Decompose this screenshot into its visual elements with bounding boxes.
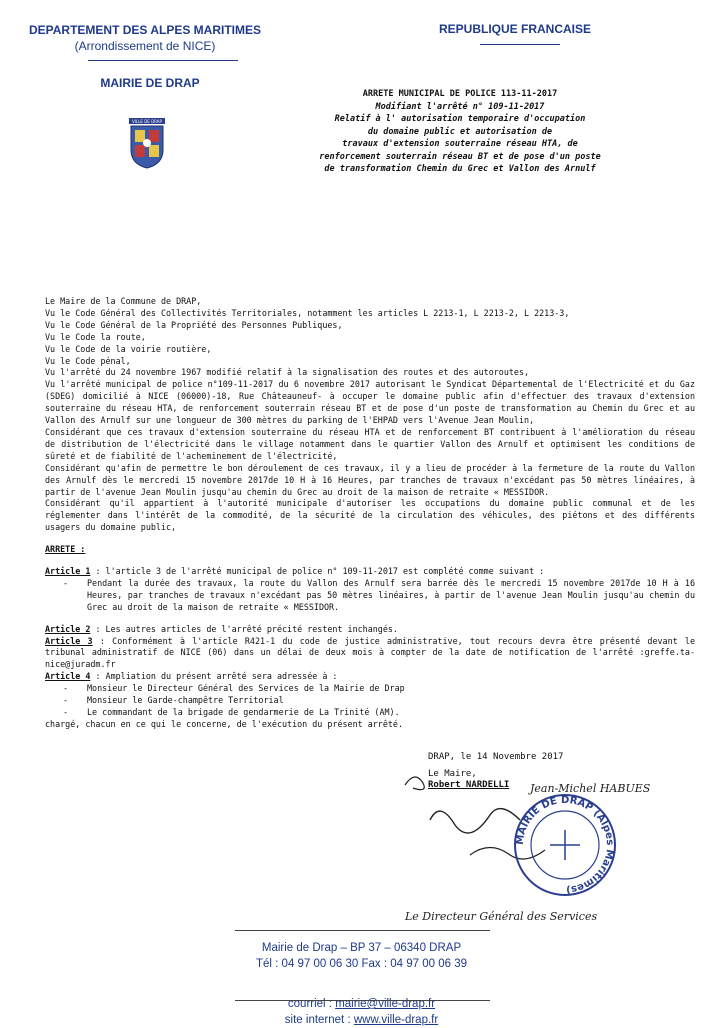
department-header [20,22,270,54]
header-rule-left [88,60,238,61]
paragraph: Vu le Code de la voirie routière, [45,343,212,354]
handwritten-name: Jean-Michel HABUES [530,782,651,795]
footer [0,940,723,1028]
article-2 [45,624,695,636]
article-text: : Conformément à l'article R421-1 du code de justice administrative, tout recours devra être présenté devant le tribunal administratif de NICE (06) dans un délai de deux mois à compter de la date de notification de l'arrêté :greffe.ta-nice@juradm.fr [45,635,696,670]
arrete-subject: de transformation Chemin du Grec et Vallon des Arnulf [324,164,596,174]
article-text: : l'article 3 de l'arrêté municipal de police n° 109-11-2017 est complété comme suivant : [95,566,545,577]
handwritten-title: Le Directeur Général des Services [405,910,598,923]
arrete-section [45,544,695,556]
footer-rule-top [235,930,490,931]
place-date: DRAP, le 14 Novembre 2017 [428,752,564,762]
header-rule-right [480,44,560,45]
signer-role: Le Maire, [428,769,477,779]
arrete-label: ARRETE : [45,544,86,555]
recipient-item: - Monsieur le Garde-champêtre Territorial [45,695,695,707]
arrete-subject: Relatif à l' autorisation temporaire d'occupation [334,114,586,124]
footer-site-line [0,1012,723,1028]
paragraph: Vu le Code Général de la Propriété des Personnes Publiques, [45,319,343,330]
republic-header: REPUBLIQUE FRANCAISE [438,22,591,36]
arrondissement: (Arrondissement de NICE) [74,39,216,53]
article-label: Article 1 [45,566,91,577]
town-crest-icon [127,118,167,170]
article-1-item: - Pendant la durée des travaux, la route du Vallon des Arnulf sera barrée dès le mercredi 15 novembre 2017de 10 H à 16 Heures, par tranches de travaux n'excédant pas 50 mètres linéaires, à partir de l'avenue Jean Moulin jusqu'au chemin du Grec au droit de la maison de retraite « MESSIDOR. [45,578,695,614]
article-3 [45,636,695,672]
site-label: site internet : [284,1014,354,1026]
article-4 [45,671,695,683]
recipient-item: - Monsieur le Directeur Général des Services de la Mairie de Drap [45,683,695,695]
email-link[interactable]: mairie@ville-drap.fr [335,998,436,1010]
article-text: : Les autres articles de l'arrêté précité restent inchangés. [95,623,398,634]
email-label: courriel : [287,998,336,1010]
article-label: Article 3 [45,635,93,646]
closing-line: chargé, chacun en ce qui le concerne, de l'exécution du présent arrêté. [45,718,403,729]
footer-phone: Tél : 04 97 00 06 30 Fax : 04 97 00 06 39 [256,958,467,970]
paragraph: Vu le Code la route, [45,331,146,342]
recipient-item: - Le commandant de la brigade de gendarmerie de La Trinité (AM). [45,707,695,719]
article-text: : Ampliation du présent arrêté sera adressée à : [95,671,338,682]
crest-banner: VILLE DE DRAP [132,119,162,124]
paragraph: Considérant qu'afin de permettre le bon déroulement de ces travaux, il y a lieu de procéder à la fermeture de la route du Vallon des Arnulf dès le mercredi 15 novembre 2017de 10 H à 16 Heures, par tranches de travaux n'excédant pas 50 mètres linéaires, à partir de l'avenue Jean Moulin jusqu'au chemin du Grec au droit de la maison de retraite « MESSIDOR. [45,462,695,497]
mairie-title: MAIRIE DE DRAP [100,76,200,90]
paragraph: Considérant qu'il appartient à l'autorité municipale d'autoriser les occupations du domaine public communal et de les réglementer dans l'intérêt de la commodité, de la sécurité de la circulation des véhicules, des piétons et des différents usagers du domaine public, [45,498,695,533]
arrete-title: ARRETE MUNICIPAL DE POLICE 113-11-2017 [362,89,558,99]
site-link[interactable]: www.ville-drap.fr [353,1014,439,1026]
arrete-modif: Modifiant l'arrêté n° 109-11-2017 [375,101,545,112]
article-1 [45,566,695,578]
stamp-text: MAIRIE DE DRAP (Alpes Maritimes) [514,794,616,896]
signer-name: Robert NARDELLI [428,780,510,790]
footer-rule-bottom [235,1000,490,1001]
article-label: Article 2 [45,623,91,634]
paragraph: Le Maire de la Commune de DRAP, [45,296,202,306]
paragraph: Vu le Code Général des Collectivités Territoriales, notamment les articles L 2213-1, L 2213-2, L 2213-3, [45,307,570,318]
mairie-stamp-icon [510,790,620,900]
article-label: Article 4 [45,671,91,682]
arrete-subject: renforcement souterrain réseau BT et de pose d'un poste [319,151,601,162]
paragraph: Vu l'arrêté du 24 novembre 1967 modifié relatif à la signalisation des routes et des autoroutes, [45,367,530,378]
paragraph: Vu l'arrêté municipal de police n°109-11-2017 du 6 novembre 2017 autorisant le Syndicat Départemental de l'Electricité et du Gaz (SDEG) domicilié à NICE (06000)-18, Rue Châteauneuf- à occuper le domaine public afin d'effectuer des travaux d'extension souterraine du réseau HTA, de renforcement souterrain réseau BT et de pose d'un poste de transformation au Chemin du Grec et au Vallon des Arnulf sur une longueur de 300 mètres du parking de l'EHPAD vers l'Avenue Jean Moulin, [45,379,695,426]
paragraph: Considérant que ces travaux d'extension souterraine du réseau HTA et de renforcement BT contribuent à l'amélioration du réseau de distribution de l'électricité dans le village notamment dans le quartier Vallon des Arnulf et optimisent les conditions de sûreté et de fiabilité de l'acheminement de l'électricité, [45,426,695,461]
paragraph: Vu le Code pénal, [45,355,131,366]
arrete-subject: travaux d'extension souterraine réseau HTA, de [342,139,578,149]
document-body [45,296,695,731]
arrete-subject: du domaine public et autorisation de [367,126,553,137]
arrete-heading [270,88,650,176]
department-name: DEPARTEMENT DES ALPES MARITIMES [28,23,261,37]
footer-email-line [0,996,723,1012]
footer-address: Mairie de Drap – BP 37 – 06340 DRAP [261,942,462,954]
